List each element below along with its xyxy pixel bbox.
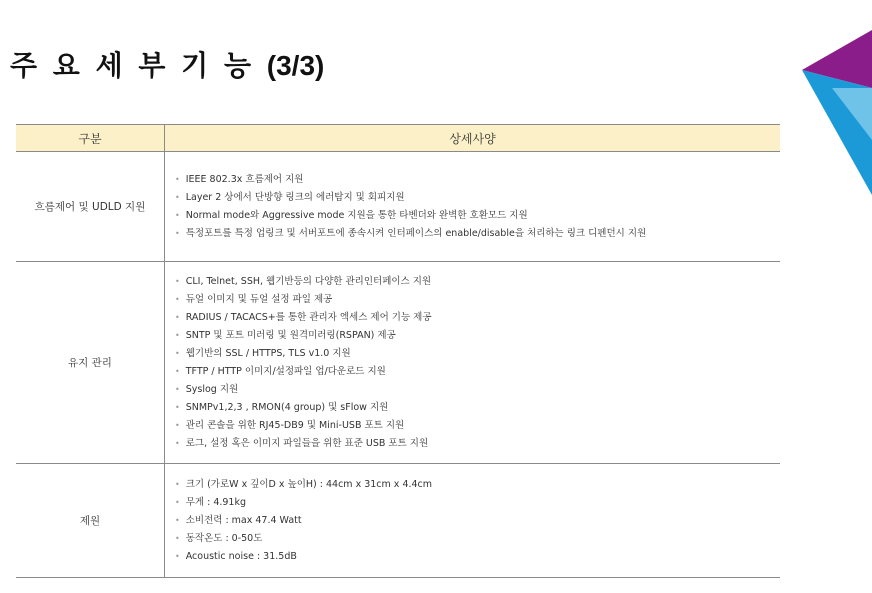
page-title [10, 44, 324, 84]
list-item: • Acoustic noise : 31.5dB [175, 548, 780, 566]
row-details [165, 152, 781, 262]
list-item: • 관리 콘솔을 위한 RJ45-DB9 및 Mini-USB 포트 지원 [175, 417, 780, 435]
list-item: • 무게 : 4.91kg [175, 494, 780, 512]
spec-table [16, 124, 780, 578]
page-title-main: 주 요 세 부 기 능 [10, 49, 255, 82]
table-row [16, 464, 780, 578]
list-item: • 특정포트를 특정 업링크 및 서버포트에 종속시켜 인터페이스의 enable/disable을 처리하는 링크 디펜던시 지원 [175, 225, 780, 243]
table-header-row [16, 125, 780, 152]
table-row [16, 152, 780, 262]
row-details [165, 262, 781, 464]
list-item: • Layer 2 상에서 단방향 링크의 에러탐지 및 회피지원 [175, 189, 780, 207]
row-category: 제원 [16, 464, 165, 578]
list-item: • SNMPv1,2,3 , RMON(4 group) 및 sFlow 지원 [175, 399, 780, 417]
list-item: • 듀얼 이미지 및 듀얼 설정 파일 제공 [175, 291, 780, 309]
list-item: • 로그, 설정 혹은 이미지 파일들을 위한 표준 USB 포트 지원 [175, 435, 780, 453]
row-category: 유지 관리 [16, 262, 165, 464]
list-item: • RADIUS / TACACS+를 통한 관리자 엑세스 제어 기능 제공 [175, 309, 780, 327]
list-item: • TFTP / HTTP 이미지/설정파일 업/다운로드 지원 [175, 363, 780, 381]
list-item: • CLI, Telnet, SSH, 웹기반등의 다양한 관리인터페이스 지원 [175, 273, 780, 291]
feature-list [175, 273, 780, 453]
feature-list [175, 171, 780, 243]
list-item: • IEEE 802.3x 흐름제어 지원 [175, 171, 780, 189]
list-item: • 크기 (가로W x 깊이D x 높이H) : 44cm x 31cm x 4.4cm [175, 476, 780, 494]
table-row [16, 262, 780, 464]
header-category: 구분 [16, 125, 165, 152]
feature-list [175, 476, 780, 566]
list-item: • 웹기반의 SSL / HTTPS, TLS v1.0 지원 [175, 345, 780, 363]
header-details: 상세사양 [165, 125, 781, 152]
list-item: • Syslog 지원 [175, 381, 780, 399]
list-item: • Normal mode와 Aggressive mode 지원을 통한 타벤더와 완벽한 호환모드 지원 [175, 207, 780, 225]
list-item: • 소비전력 : max 47.4 Watt [175, 512, 780, 530]
row-category: 흐름제어 및 UDLD 지원 [16, 152, 165, 262]
list-item: • 동작온도 : 0-50도 [175, 530, 780, 548]
list-item: • SNTP 및 포트 미러링 및 원격미러링(RSPAN) 제공 [175, 327, 780, 345]
page-title-part: (3/3) [266, 50, 325, 81]
row-details [165, 464, 781, 578]
